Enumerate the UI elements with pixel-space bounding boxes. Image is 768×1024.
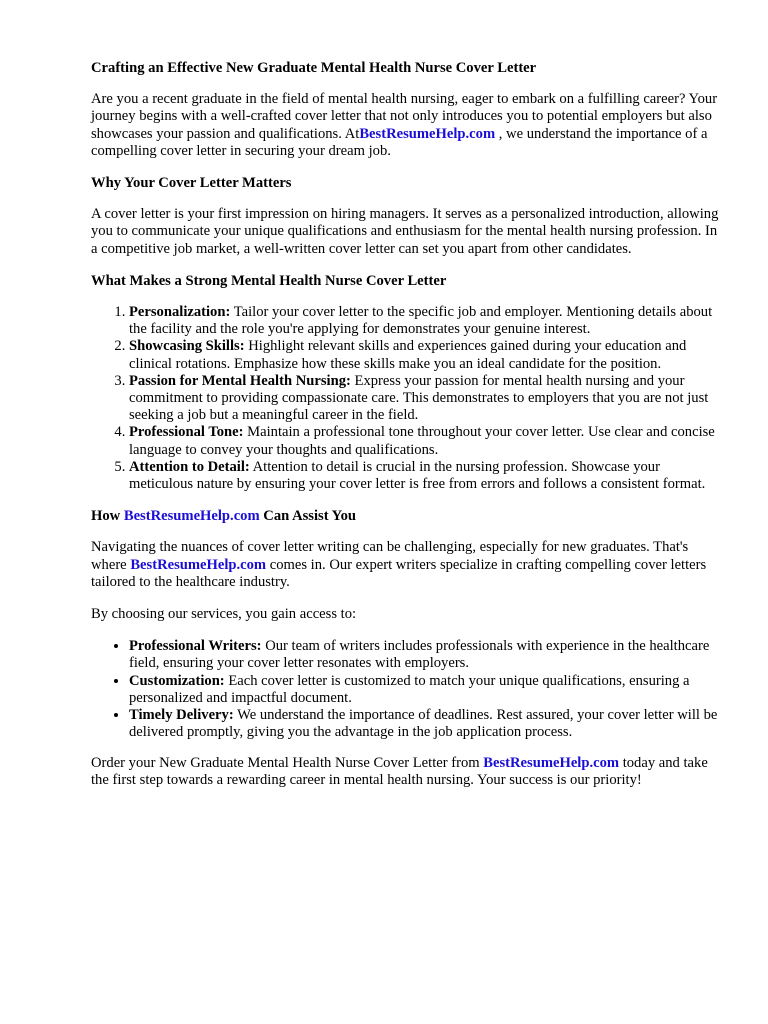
- how-text-before: Navigating the nuances of cover letter writing can be challenging, especially for new graduates. That's where: [91, 539, 689, 573]
- list-item: [129, 424, 721, 458]
- list-item: [129, 638, 721, 672]
- intro-paragraph: [91, 91, 721, 160]
- list-item-term: Showcasing Skills:: [129, 338, 245, 355]
- list-item-text: Attention to detail is crucial in the nursing profession. Showcase your meticulous nature by ensuring your cover letter is free from errors and follows a consistent format.: [129, 458, 706, 493]
- closing-paragraph: [91, 755, 721, 789]
- how-heading: [91, 508, 721, 525]
- list-item-text: Express your passion for mental health nursing and your commitment to providing compassionate care. This demonstrates to employers that you are not just seeking a job but a meaningful career in the field.: [129, 372, 709, 424]
- intro-text-before: Are you a recent graduate in the field of mental health nursing, eager to embark on a fulfilling career? Your journey begins with a well-crafted cover letter that not only introduces you to potential employers but also showcases your passion and qualifications. At: [91, 91, 718, 142]
- list-item-text: Each cover letter is customized to match your unique qualifications, ensuring a personalized and impactful document.: [129, 672, 690, 706]
- list-item-term: Customization:: [129, 672, 225, 689]
- list-item-term: Passion for Mental Health Nursing:: [129, 372, 351, 389]
- how-paragraph: [91, 539, 721, 591]
- list-item-term: Professional Tone:: [129, 424, 244, 441]
- how-heading-link[interactable]: BestResumeHelp.com: [123, 508, 260, 525]
- how-heading-after: Can Assist You: [259, 508, 357, 525]
- closing-text-after: today and take the first step towards a rewarding career in mental health nursing. Your success is our priority!: [91, 754, 708, 788]
- list-item-term: Attention to Detail:: [129, 458, 250, 475]
- list-item-text: Maintain a professional tone throughout your cover letter. Use clear and concise language to convey your thoughts and qualifications.: [129, 424, 715, 458]
- list-item: [129, 304, 721, 338]
- how-heading-before: How: [91, 508, 124, 525]
- list-item-text: Highlight relevant skills and experiences gained during your education and clinical rotations. Emphasize how these skills make you an ideal candidate for the position.: [129, 338, 687, 372]
- list-item: [129, 338, 721, 372]
- qualities-list: [91, 304, 721, 493]
- services-intro: By choosing our services, you gain access to:: [91, 606, 357, 623]
- list-item-term: Timely Delivery:: [129, 707, 234, 724]
- why-paragraph: A cover letter is your first impression on hiring managers. It serves as a personalized introduction, allowing you to communicate your unique qualifications and enthusiasm for the mental health nursing profession. In a competitive job market, a well-written cover letter can set you apart from other candidates.: [91, 206, 719, 257]
- closing-link[interactable]: BestResumeHelp.com: [483, 754, 620, 771]
- list-item-term: Personalization:: [129, 304, 231, 321]
- how-text-after: comes in. Our expert writers specialize in crafting compelling cover letters tailored to the healthcare industry.: [91, 556, 707, 590]
- why-heading: Why Your Cover Letter Matters: [91, 175, 292, 192]
- intro-link[interactable]: BestResumeHelp.com: [359, 125, 496, 142]
- how-link[interactable]: BestResumeHelp.com: [130, 556, 267, 573]
- document-title: Crafting an Effective New Graduate Mental Health Nurse Cover Letter: [91, 60, 537, 76]
- closing-text-before: Order your New Graduate Mental Health Nurse Cover Letter from: [91, 754, 484, 771]
- list-item-text: Our team of writers includes professionals with experience in the healthcare field, ensuring your cover letter resonates with employers.: [129, 638, 710, 672]
- list-item: [129, 673, 721, 707]
- document-page: [91, 60, 721, 789]
- intro-text-after: , we understand the importance of a compelling cover letter in securing your dream job.: [91, 125, 708, 159]
- what-heading: What Makes a Strong Mental Health Nurse Cover Letter: [91, 272, 447, 289]
- list-item: [129, 459, 721, 493]
- list-item-text: We understand the importance of deadlines. Rest assured, your cover letter will be delivered promptly, giving you the advantage in the job application process.: [129, 707, 718, 741]
- list-item: [129, 707, 721, 741]
- list-item: [129, 373, 721, 425]
- services-list: [91, 638, 721, 741]
- list-item-text: Tailor your cover letter to the specific job and employer. Mentioning details about the facility and the role you're applying for demonstrates your genuine interest.: [129, 304, 713, 338]
- list-item-term: Professional Writers:: [129, 638, 262, 655]
